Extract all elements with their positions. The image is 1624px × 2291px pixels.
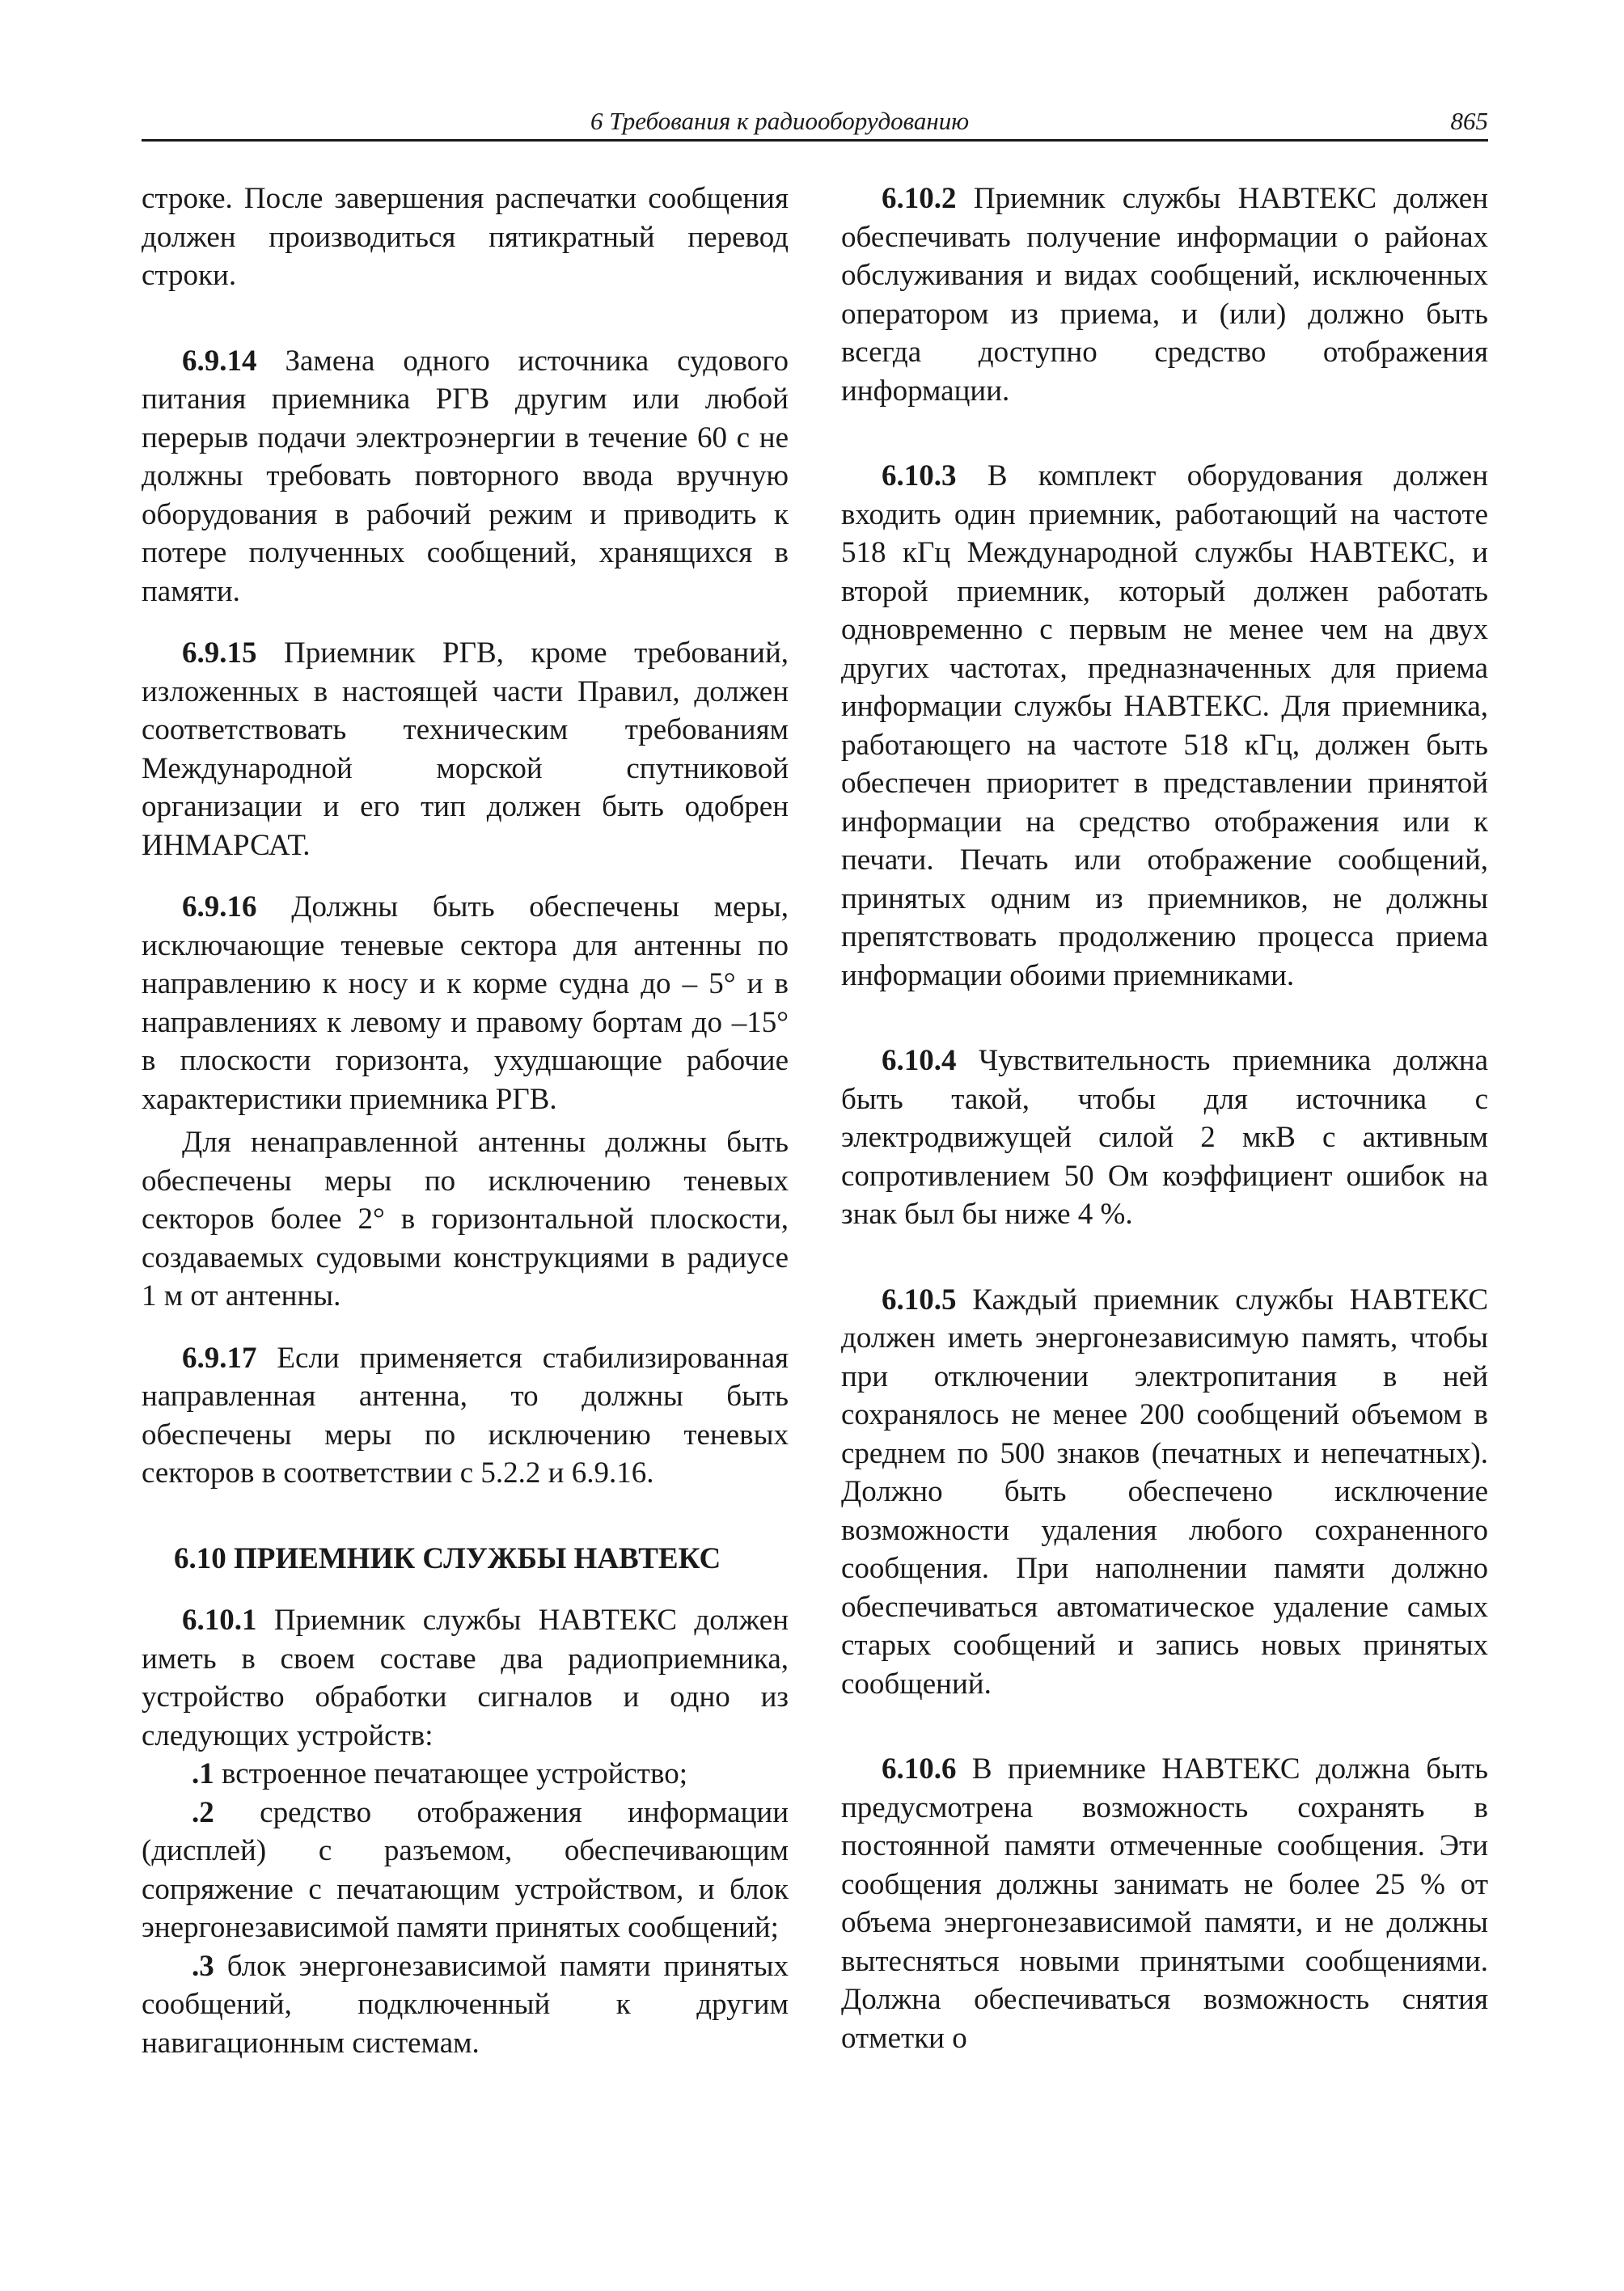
- section-text: Должны быть обеспечены меры, исключающие теневые сектора для антенны по направлению к носу и к корме судна до – 5° и в направлениях к левому и правому бортам до –15° в плоскости горизонта, ухудшающие рабочие характеристики приемника РГВ.: [142, 890, 789, 1116]
- section-heading-6-10: 6.10 ПРИЕМНИК СЛУЖБЫ НАВТЕКС: [174, 1541, 721, 1575]
- section-6-9-14: [142, 342, 789, 611]
- section-6-9-15: [142, 634, 789, 864]
- page-number: 865: [1450, 107, 1488, 135]
- left-column: [142, 180, 789, 2062]
- list-item-number: .3: [192, 1949, 214, 1983]
- section-6-9-16-paragraph-2: Для ненаправленной антенны должны быть обеспечены меры по исключению теневых секторов более 2° в горизонтальной плоскости, создаваемых судовыми конструкциями в радиусе 1 м от антенны.: [142, 1126, 789, 1312]
- right-column: [841, 180, 1488, 2057]
- list-item-number: .2: [192, 1795, 214, 1829]
- section-number: 6.9.14: [182, 344, 257, 378]
- section-text: Приемник службы НАВТЕКС должен иметь в своем составе два радиоприемника, устройство обработки сигналов и одно из следующих устройств:: [142, 1604, 789, 1752]
- list-item: [142, 1794, 789, 1947]
- section-number: 6.9.16: [182, 890, 257, 924]
- section-6-9-17: [142, 1339, 789, 1493]
- section-6-10-2: [841, 180, 1488, 410]
- section-6-10-4: [841, 1042, 1488, 1234]
- section-number: 6.10.3: [882, 459, 957, 492]
- section-number: 6.10.2: [882, 182, 957, 215]
- section-6-10-3: [841, 457, 1488, 995]
- section-number: 6.9.15: [182, 636, 257, 670]
- list-item: [142, 1755, 789, 1794]
- list-item: [142, 1947, 789, 2063]
- section-text: Если применяется стабилизированная направленная антенна, то должны быть обеспечены меры по исключению теневых секторов в соответствии с 5.2.2 и 6.9.16.: [142, 1341, 789, 1490]
- section-6-10-1: [142, 1601, 789, 1755]
- section-text: В приемнике НАВТЕКС должна быть предусмотрена возможность сохранять в постоянной памяти отмеченные сообщения. Эти сообщения должны занимать не более 25 % от объема энергонезависимой памяти, и не должны вытесняться новыми принятыми сообщениями. Должна обеспечиваться возможность снятия отметки о: [841, 1752, 1488, 2055]
- list-item-text: блок энергонезависимой памяти принятых сообщений, подключенный к другим навигационным системам.: [142, 1949, 789, 2060]
- list-item-number: .1: [192, 1757, 214, 1790]
- section-number: 6.10.5: [882, 1283, 957, 1317]
- section-number: 6.10.4: [882, 1044, 957, 1077]
- section-6-10-5: [841, 1281, 1488, 1704]
- section-number: 6.10.1: [182, 1604, 257, 1637]
- section-number: 6.9.17: [182, 1341, 257, 1375]
- list-item-text: средство отображения информации (дисплей) с разъемом, обеспечивающим сопряжение с печатающим устройством, и блок энергонезависимой памяти принятых сообщений;: [142, 1795, 789, 1944]
- list-item-text: встроенное печатающее устройство;: [222, 1757, 687, 1790]
- paragraph-continuation: строке. После завершения распечатки сообщения должен производиться пятикратный перевод строки.: [142, 182, 789, 292]
- chapter-title: 6 Требования к радиооборудованию: [590, 107, 970, 135]
- section-text: Чувствительность приемника должна быть такой, чтобы для источника с электродвижущей силой 2 мкВ с активным сопротивлением 50 Ом коэффициент ошибок на знак был бы ниже 4 %.: [841, 1044, 1489, 1231]
- section-text: В комплект оборудования должен входить один приемник, работающий на частоте 518 кГц Международной службы НАВТЕКС, и второй приемник, который должен работать одновременно с первым не менее чем на двух других частотах, предназначенных для приема информации службы НАВТЕКС. Для приемника, работающего на частоте 518 кГц, должен быть обеспечен приоритет в представлении принятой информации на средство отображения или к печати. Печать или отображение сообщений, принятых одним из приемников, не должны препятствовать продолжению процесса приема информации обоими приемниками.: [841, 459, 1489, 992]
- section-text: Приемник службы НАВТЕКС должен обеспечивать получение информации о районах обслуживания и видах сообщений, исключенных оператором из приема, и (или) должно быть всегда доступно средство отображения информации.: [841, 182, 1489, 408]
- section-text: Каждый приемник службы НАВТЕКС должен иметь энергонезависимую память, чтобы при отключении электропитания в ней сохранялось не менее 200 сообщений объемом в среднем по 500 знаков (печатных и непечатных). Должно быть обеспечено исключение возможности удаления любого сохраненного сообщения. При наполнении памяти должно обеспечиваться автоматическое удаление самых старых сообщений и запись новых принятых сообщений.: [841, 1283, 1489, 1701]
- section-text: Приемник РГВ, кроме требований, изложенных в настоящей части Правил, должен соответствовать техническим требованиям Международной морской спутниковой организации и его тип должен быть одобрен ИНМАРСАТ.: [142, 636, 789, 862]
- section-text: Замена одного источника судового питания приемника РГВ другим или любой перерыв подачи электроэнергии в течение 60 с не должны требовать повторного ввода вручную оборудования в рабочий режим и приводить к потере полученных сообщений, хранящихся в памяти.: [142, 344, 789, 608]
- section-6-10-6: [841, 1750, 1488, 2057]
- section-6-9-16: [142, 888, 789, 1118]
- running-header: [142, 104, 1488, 142]
- section-number: 6.10.6: [882, 1752, 957, 1786]
